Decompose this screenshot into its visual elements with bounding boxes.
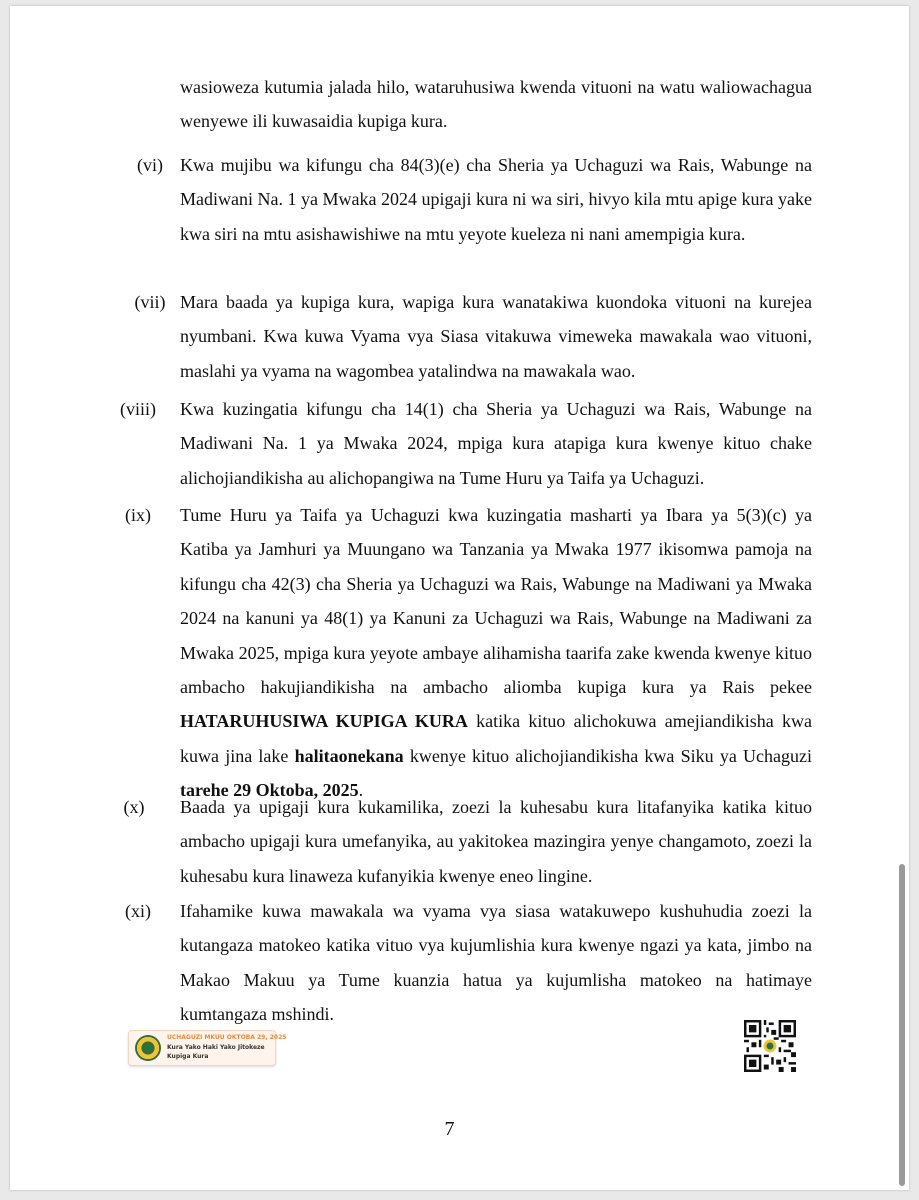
paragraph-text: Kwa kuzingatia kifungu cha 14(1) cha Sheria ya Uchaguzi wa Rais, Wabunge na Madiwani Na. 1 ya Mwaka 2024, mpiga kura atapiga kura kwenye kituo chake alichojiandikisha au alichopangiwa na Tume Huru ya Taifa ya Uchaguzi. <box>180 399 812 488</box>
logo-line-2: Kura Yako Haki Yako Jitokeze <box>167 1044 265 1051</box>
paragraph-number: (ix) <box>125 505 151 525</box>
paragraph-number: (x) <box>123 797 145 817</box>
paragraph-number: (vii) <box>134 292 166 312</box>
paragraph-number: (viii) <box>120 399 156 419</box>
paragraph-number: (xi) <box>125 901 151 921</box>
qr-code-icon <box>744 1020 796 1072</box>
logo-line-3: Kupiga Kura <box>167 1053 209 1060</box>
paragraph-text: Ifahamike kuwa mawakala wa vyama vya siasa watakuwepo kushuhudia zoezi la kutangaza matokeo katika vituo vya kujumlishia kura kwenye ngazi ya kata, jimbo na Makao Makuu ya Tume kuanzia hatua ya kujumlisha matokeo na hatimaye kumtangaza mshindi. <box>180 901 812 1025</box>
paragraph-text: Mara baada ya kupiga kura, wapiga kura wanatakiwa kuondoka vituoni na kurejea nyumbani. Kwa kuwa Vyama vya Siasa vitakuwa vimeweka mawakala wao vituoni, maslahi ya vyama na wagombea yatalindwa na mawakala wao. <box>180 292 812 381</box>
commission-seal-icon <box>135 1035 161 1061</box>
election-logo-badge <box>128 1030 287 1066</box>
paragraph-text: Tume Huru ya Taifa ya Uchaguzi kwa kuzingatia masharti ya Ibara ya 5(3)(c) ya Katiba ya Jamhuri ya Muungano wa Tanzania ya Mwaka 1977 ikisomwa pamoja na kifungu cha 42(3) cha Sheria ya Uchaguzi wa Rais, Wabunge na Madiwani ya Mwaka 2024 na kanuni ya 48(1) ya Kanuni za Uchaguzi wa Rais, Wabunge na Madiwani za Mwaka 2025, mpiga kura yeyote ambaye alihamisha taarifa zake kwenda kwenye kituo ambacho hakujiandikisha na ambacho aliomba kupiga kura ya Rais pekee HATARUHUSIWA KUPIGA KURA katika kituo alichokuwa amejiandikisha kwa kuwa jina lake halitaonekana kwenye kituo alichojiandikisha kwa Siku ya Uchaguzi tarehe 29 Oktoba, 2025. <box>180 505 812 801</box>
paragraph-text: Kwa mujibu wa kifungu cha 84(3)(e) cha Sheria ya Uchaguzi wa Rais, Wabunge na Madiwani Na. 1 ya Mwaka 2024 upigaji kura ni wa siri, hivyo kila mtu apige kura yake kwa siri na mtu asishawishiwe na mtu yeyote kueleza ni nani amempigia kura. <box>180 155 812 244</box>
paragraph-text: wasioweza kutumia jalada hilo, wataruhusiwa kwenda vituoni na watu waliowachagua wenyewe ili kuwasaidia kupiga kura. <box>180 77 812 132</box>
page-number: 7 <box>444 1118 455 1140</box>
paragraph-text: Baada ya upigaji kura kukamilika, zoezi la kuhesabu kura litafanyika katika kituo ambacho upigaji kura umefanyika, au yakitokea mazingira yenye changamoto, zoezi la kuhesabu kura linaweza kufanyikia kwenye eneo lingine. <box>180 797 812 886</box>
paragraph-number: (vi) <box>137 155 163 175</box>
logo-line-1: UCHAGUZI MKUU OKTOBA 29, 2025 <box>167 1034 287 1041</box>
document-page <box>10 6 909 1190</box>
